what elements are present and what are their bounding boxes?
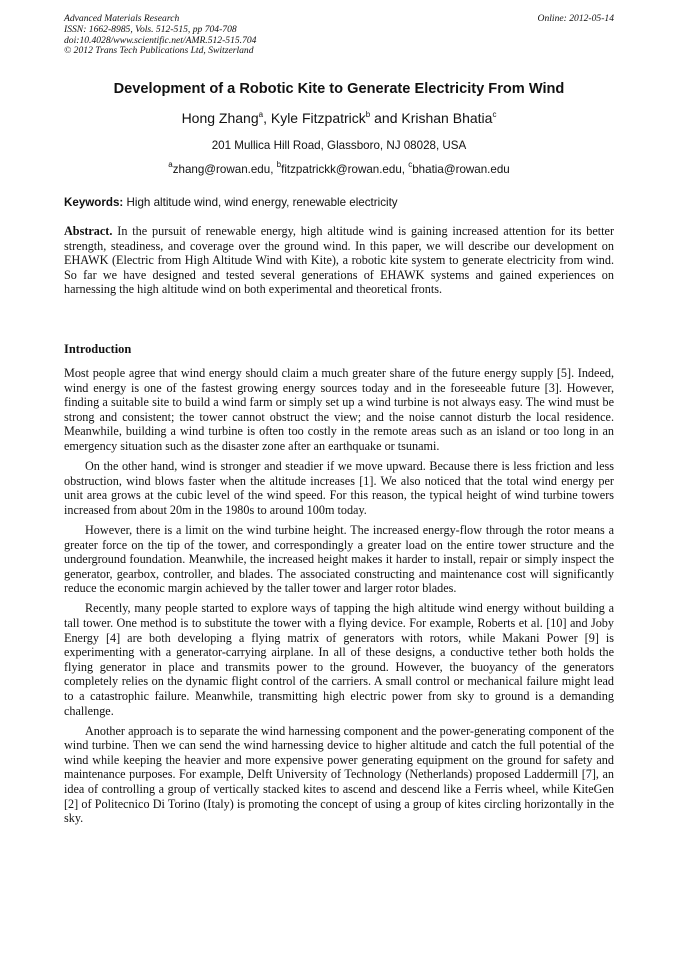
paragraph: Another approach is to separate the wind harnessing component and the power-generating component of the wind turbine. Then we can send the wind harnessing device to higher altitude and catch the full potential of the wind while keeping the heavier and more expensive power generating equipment on the ground for safety and maintenance purposes. For example, Delft University of Technology (Netherlands) proposed Laddermill [7], an idea of controlling a group of vertically stacked kites to ascend and descend like a Ferris wheel, while KiteGen [2] of Politecnico Di Torino (Italy) is promoting the concept of using a group of kites circling horizontally in the sky. [64, 723, 614, 826]
paper-title: Development of a Robotic Kite to Generate Electricity From Wind [113, 81, 565, 97]
author-emails [0, 160, 678, 176]
publication-info [64, 14, 256, 57]
author-name: Hong Zhang [181, 110, 259, 126]
email-address: zhang@rowan.edu, [172, 163, 277, 176]
paragraph: On the other hand, wind is stronger and steadier if we move upward. Because there is less friction and less obstruction, wind blows faster when the altitude increases [1]. We also noticed that the total wind energy per unit area grows at the cubic level of the wind speed. For this reason, the typical height of wind turbine towers increased from about 20m in the 1980s to around 100m today. [64, 459, 614, 517]
keywords [64, 196, 398, 209]
section-heading-introduction: Introduction [64, 342, 132, 356]
email-mark: c [408, 160, 413, 169]
email-address: fitzpatrickk@rowan.edu, [281, 163, 409, 176]
author-address: 201 Mullica Hill Road, Glassboro, NJ 08028, USA [211, 139, 467, 152]
author-name: Kyle Fitzpatrick [270, 110, 366, 126]
email-mark: a [168, 160, 173, 169]
author-affiliation-mark: c [492, 110, 497, 119]
copyright-line: © 2012 Trans Tech Publications Ltd, Switzerland [64, 45, 254, 57]
journal-name: Advanced Materials Research [64, 13, 180, 24]
abstract-label: Abstract. [64, 224, 113, 238]
author-list [0, 110, 678, 126]
author-separator: , [263, 110, 271, 126]
author-separator: and [370, 110, 402, 126]
paragraph: However, there is a limit on the wind turbine height. The increased energy-flow through the rotor means a greater force on the tip of the tower, and correspondingly a greater load on the entire tower structure and the underground foundation. Meanwhile, the increased height makes it harder to install, repair or simply inspect the generator, gearbox, controller, and blades. The associated constructing and maintenance cost will significantly reduce the economic margin achieved by the taller tower and larger rotor blades. [64, 522, 614, 596]
keywords-label: Keywords: [64, 196, 124, 209]
email-address: bhatia@rowan.edu [412, 163, 510, 176]
introduction-body [64, 366, 614, 831]
issn-line: ISSN: 1662-8985, Vols. 512-515, pp 704-708 [64, 23, 237, 35]
abstract [64, 224, 614, 297]
paragraph: Recently, many people started to explore ways of tapping the high altitude wind energy without building a tall tower. One method is to substitute the tower with a flying device. For example, Roberts et al. [10] and Joby Energy [4] are both developing a flying matrix of generators with rotors, while Makani Power [9] is experimenting with a generator-carrying airplane. In all of these designs, a conductive tether both holds the flying generator in place and transmits power to the ground. However, the buoyancy of the generators completely relies on the dynamic flight control of the carriers. A small control or mechanical failure might lead to a catastrophic failure. Meanwhile, transmitting high electric power from sky to ground is a demanding challenge. [64, 601, 614, 718]
author-name: Krishan Bhatia [401, 110, 493, 126]
online-date: Online: 2012-05-14 [537, 13, 614, 24]
doi-line: doi:10.4028/www.scientific.net/AMR.512-515.704 [64, 34, 257, 46]
keywords-text: High altitude wind, wind energy, renewable electricity [126, 196, 398, 209]
paragraph: Most people agree that wind energy should claim a much greater share of the future energy supply [5]. Indeed, wind energy is one of the fastest growing energy sources today and in the foreseeable future [3]. However, finding a suitable site to build a wind farm or simply set up a wind turbine is not always easy. The wind must be strong and consistent; the tower cannot obstruct the view; and the noise cannot disturb the local residence. Meanwhile, building a wind turbine is often too costly in the remote areas such as an island or too long in an emergency situation such as the disaster zone after an earthquake or tsunami. [64, 366, 614, 453]
email-mark: b [276, 160, 282, 169]
author-affiliation-mark: a [258, 110, 264, 119]
author-affiliation-mark: b [365, 110, 371, 119]
abstract-text: In the pursuit of renewable energy, high altitude wind is gaining increased attention for its better strength, steadiness, and coverage over the ground wind. In this paper, we will describe our development on EHAWK (Electric from High Altitude Wind with Kite), a robotic kite system to generate electricity from wind. So far we have designed and tested several generations of EHAWK systems and gained experiences on harnessing the high altitude wind on both experimental and theoretical fronts. [64, 224, 615, 297]
